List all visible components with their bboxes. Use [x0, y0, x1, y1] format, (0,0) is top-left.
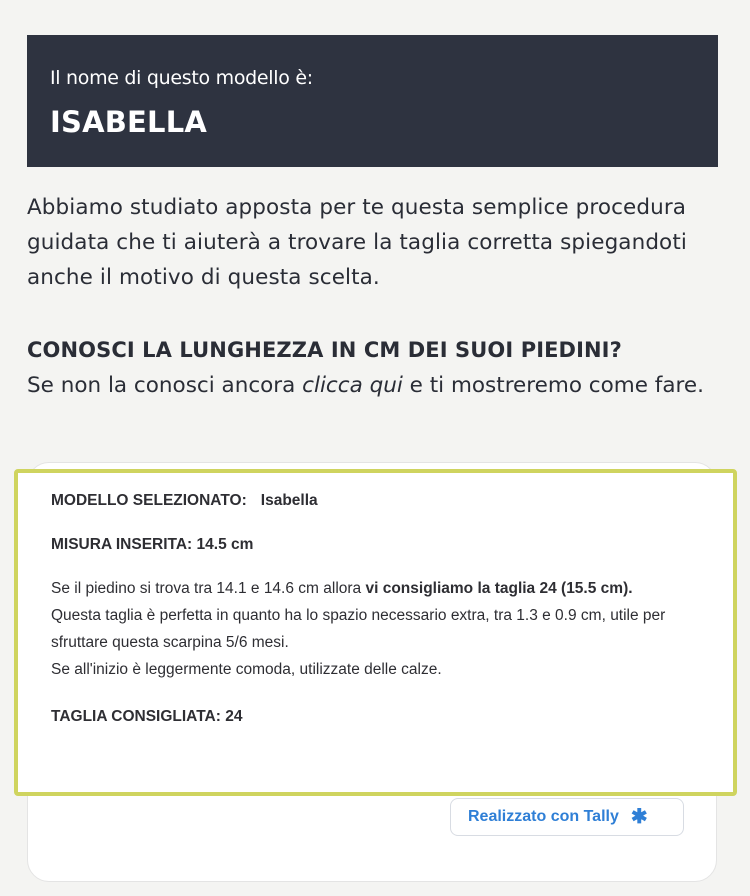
- selected-model-value: Isabella: [260, 492, 318, 509]
- question-help-text: [27, 368, 737, 403]
- intro-paragraph: Abbiamo studiato apposta per te questa semplice procedura guidata che ti aiuterà a trovare la taglia corretta spiegandoti anche il motivo di questa scelta.: [27, 195, 687, 290]
- recommended-size-value: 24: [225, 708, 243, 725]
- made-with-tally-button[interactable]: [450, 798, 684, 836]
- recommended-size-label: TAGLIA CONSIGLIATA:: [51, 708, 221, 725]
- entered-size-value: 14.5 cm: [196, 536, 254, 553]
- asterisk-icon: ✱: [630, 806, 648, 828]
- size-result-box: [14, 469, 737, 796]
- recommended-size-row: [51, 707, 703, 727]
- entered-size-row: [51, 535, 703, 555]
- selected-model-row: [51, 491, 703, 511]
- model-name-banner: [27, 35, 718, 167]
- recommendation-bold: vi consigliamo la taglia 24 (15.5 cm).: [365, 580, 633, 597]
- tally-button-label: Realizzato con Tally: [468, 808, 619, 825]
- help-text-before: Se non la conosci ancora: [27, 373, 303, 398]
- help-text-after: e ti mostreremo come fare.: [402, 373, 704, 398]
- foot-length-question: [27, 336, 737, 403]
- question-heading: CONOSCI LA LUNGHEZZA IN CM DEI SUOI PIEDINI?: [27, 338, 622, 362]
- selected-model-label: MODELLO SELEZIONATO:: [51, 492, 247, 509]
- recommendation-line3: Se all'inizio è leggermente comoda, utilizzate delle calze.: [51, 661, 442, 678]
- recommendation-start: Se il piedino si trova tra 14.1 e 14.6 cm allora: [51, 580, 366, 597]
- banner-label: Il nome di questo modello è:: [50, 67, 313, 89]
- entered-size-label: MISURA INSERITA:: [51, 536, 193, 553]
- click-here-link[interactable]: clicca qui: [302, 373, 403, 398]
- recommendation-text: [51, 575, 703, 683]
- model-name-title: ISABELLA: [50, 105, 208, 139]
- recommendation-line2: Questa taglia è perfetta in quanto ha lo spazio necessario extra, tra 1.3 e 0.9 cm, utile per sfruttare questa scarpina 5/6 mesi.: [51, 607, 666, 651]
